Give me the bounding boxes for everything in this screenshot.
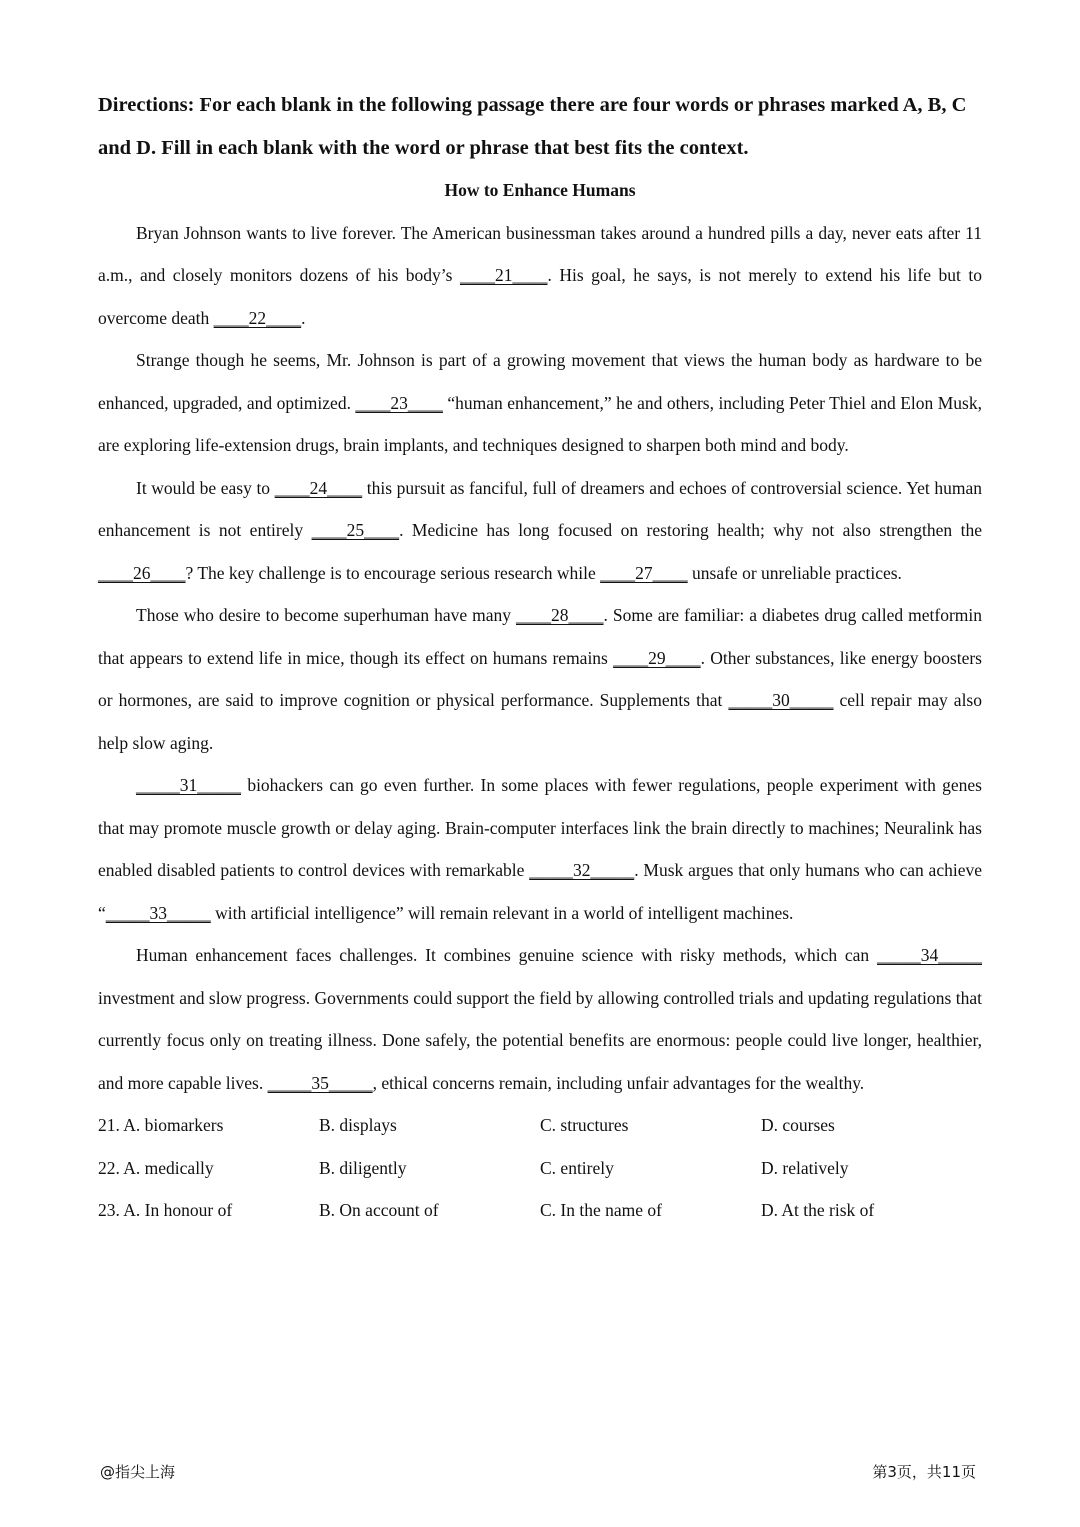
passage-text: . Medicine has long focused on restoring health; why not also strengthen the [399,520,983,540]
blank: ____29____ [613,647,701,668]
blank: ____23____ [355,392,443,413]
passage-text: . [301,307,306,328]
option-choice: B. displays [319,1115,397,1135]
blank: _____35_____ [267,1072,373,1093]
blank: _____31_____ [136,775,241,795]
option-choice: C. structures [540,1115,629,1135]
blank: _____32_____ [529,860,635,880]
option-choice: D. courses [761,1115,835,1135]
paragraph [98,934,982,1104]
option-choice: C. In the name of [540,1200,662,1220]
question-options-row [98,1104,982,1147]
option-choice: 22. A. medically [98,1157,214,1178]
passage-text: cell repair may also help slow aging. [98,690,982,753]
page-content [98,84,982,1232]
paragraph [98,764,982,934]
option-choice: 23. A. In honour of [98,1200,233,1220]
blank: ____26____ [98,562,186,583]
blank: _____30_____ [728,690,834,710]
paragraph [98,467,982,595]
blank: ____22____ [213,307,302,328]
footer-page-number: 第3页，共11页 [872,1463,976,1481]
passage-title: How to Enhance Humans [444,180,636,200]
option-choice: D. relatively [761,1157,849,1178]
passage [98,212,982,1105]
passage-text: “human enhancement,” he and others, including Peter Thiel and Elon Musk, are exploring life-extension drugs, brain implants, and techniques designed to sharpen both mind and body. [98,392,982,455]
paragraph [98,212,982,340]
option-choice: B. diligently [319,1157,407,1178]
passage-text: . Musk argues that only humans who can achieve “ [98,860,982,923]
footer-source: @指尖上海 [100,1463,176,1481]
passage-text: ? The key challenge is to encourage serious research while [185,562,601,583]
passage-text: . His goal, he says, is not merely to extend his life but to overcome death [98,265,982,328]
blank: _____34_____ [877,945,982,965]
passage-text: , ethical concerns remain, including unfair advantages for the wealthy. [372,1072,865,1093]
passage-text: Bryan Johnson wants to live forever. The American businessman takes around a hundred pills a day, never eats after 11 a.m., and closely monitors dozens of his body’s [98,222,982,285]
passage-text: . Some are familiar: a diabetes drug called metformin that appears to extend life in mice, though its effect on humans remains [98,605,982,668]
option-choice: B. On account of [319,1200,439,1220]
passage-text: unsafe or unreliable practices. [687,562,902,583]
passage-text: this pursuit as fanciful, full of dreamers and echoes of controversial science. Yet human enhancement is not entirely [98,477,982,540]
directions: Directions: For each blank in the following passage there are four words or phrases marked A, B, C and D. Fill in each blank with the word or phrase that best fits the context. [98,94,967,159]
paragraph [98,339,982,467]
passage-text: Strange though he seems, Mr. Johnson is part of a growing movement that views the human body as hardware to be enhanced, upgraded, and optimized. [98,350,982,413]
passage-text: Human enhancement faces challenges. It combines genuine science with risky methods, which can [136,945,877,965]
question-options-row [98,1147,982,1190]
passage-text: investment and slow progress. Governments could support the field by allowing controlled trials and updating regulations that currently focus only on treating illness. Done safely, the potential benefits are enormous: people could live longer, healthier, and more capable lives. [98,987,982,1093]
question-options-row [98,1189,982,1232]
passage-text: Those who desire to become superhuman have many [136,605,516,625]
answer-options [98,1104,982,1232]
passage-text: with artificial intelligence” will remain relevant in a world of intelligent machines. [210,902,794,923]
blank: ____25____ [311,520,400,540]
paragraph [98,594,982,764]
blank: ____24____ [274,477,363,498]
blank: ____27____ [600,562,688,583]
blank: ____28____ [516,605,604,625]
option-choice: C. entirely [540,1157,614,1178]
passage-text: It would be easy to [136,477,275,498]
option-choice: D. At the risk of [761,1200,875,1220]
option-choice: 21. A. biomarkers [98,1115,224,1135]
passage-text: biohackers can go even further. In some places with fewer regulations, people experiment with genes that may promote muscle growth or delay aging. Brain-computer interfaces link the brain directly to machines; Neuralink has enabled disabled patients to control devices with remarkable [98,775,982,880]
blank: ____21____ [459,265,548,285]
passage-text: . Other substances, like energy boosters or hormones, are said to improve cognition or physical performance. Supplements that [98,647,982,710]
blank: _____33_____ [105,902,211,923]
